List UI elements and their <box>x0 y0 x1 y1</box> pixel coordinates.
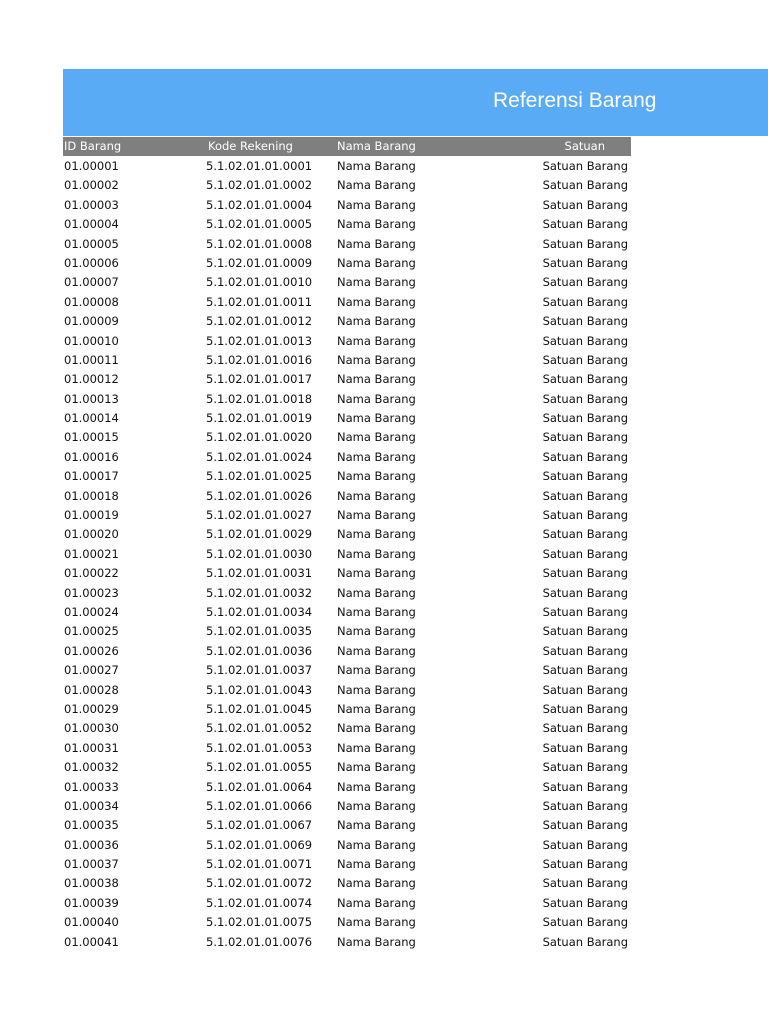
column-header-nama: Nama Barang <box>337 139 416 153</box>
cell-id: 01.00010 <box>64 333 119 348</box>
cell-kode: 5.1.02.01.01.0036 <box>206 643 313 658</box>
cell-kode: 5.1.02.01.01.0043 <box>206 682 313 697</box>
cell-id: 01.00011 <box>64 352 119 367</box>
table-row <box>63 196 631 215</box>
cell-nama: Nama Barang <box>337 818 416 833</box>
cell-kode: 5.1.02.01.01.0029 <box>206 527 313 542</box>
cell-nama: Nama Barang <box>337 740 416 755</box>
column-header-satuan: Satuan <box>564 139 605 153</box>
cell-kode: 5.1.02.01.01.0035 <box>206 624 313 639</box>
cell-id: 01.00022 <box>64 566 119 581</box>
cell-id: 01.00015 <box>64 430 119 445</box>
cell-id: 01.00025 <box>64 624 119 639</box>
cell-id: 01.00035 <box>64 818 119 833</box>
cell-id: 01.00024 <box>64 604 119 619</box>
cell-nama: Nama Barang <box>337 275 416 290</box>
cell-id: 01.00027 <box>64 663 119 678</box>
table-row <box>63 700 631 719</box>
cell-satuan: Satuan Barang <box>542 333 628 348</box>
cell-satuan: Satuan Barang <box>542 449 628 464</box>
cell-nama: Nama Barang <box>337 159 416 173</box>
cell-satuan: Satuan Barang <box>542 546 628 561</box>
cell-satuan: Satuan Barang <box>542 159 628 173</box>
cell-kode: 5.1.02.01.01.0052 <box>206 721 313 736</box>
table-row <box>63 176 631 195</box>
cell-nama: Nama Barang <box>337 217 416 232</box>
cell-nama: Nama Barang <box>337 682 416 697</box>
cell-satuan: Satuan Barang <box>542 566 628 581</box>
cell-id: 01.00006 <box>64 255 119 270</box>
cell-kode: 5.1.02.01.01.0074 <box>206 895 313 910</box>
cell-nama: Nama Barang <box>337 469 416 484</box>
cell-kode: 5.1.02.01.01.0002 <box>206 178 313 193</box>
cell-nama: Nama Barang <box>337 178 416 193</box>
cell-nama: Nama Barang <box>337 527 416 542</box>
cell-id: 01.00016 <box>64 449 119 464</box>
cell-kode: 5.1.02.01.01.0011 <box>206 294 313 309</box>
cell-kode: 5.1.02.01.01.0067 <box>206 818 313 833</box>
cell-id: 01.00013 <box>64 391 119 406</box>
table-row <box>63 273 631 292</box>
cell-nama: Nama Barang <box>337 449 416 464</box>
cell-id: 01.00023 <box>64 585 119 600</box>
table-row <box>63 894 631 913</box>
table-row <box>63 351 631 370</box>
cell-kode: 5.1.02.01.01.0018 <box>206 391 313 406</box>
cell-satuan: Satuan Barang <box>542 294 628 309</box>
cell-id: 01.00017 <box>64 469 119 484</box>
cell-id: 01.00036 <box>64 837 119 852</box>
cell-id: 01.00018 <box>64 488 119 503</box>
column-header-id: ID Barang <box>64 139 122 153</box>
cell-kode: 5.1.02.01.01.0010 <box>206 275 313 290</box>
cell-id: 01.00033 <box>64 779 119 794</box>
cell-satuan: Satuan Barang <box>542 682 628 697</box>
cell-kode: 5.1.02.01.01.0020 <box>206 430 313 445</box>
table-row <box>63 564 631 583</box>
cell-kode: 5.1.02.01.01.0019 <box>206 411 313 426</box>
cell-satuan: Satuan Barang <box>542 701 628 716</box>
cell-nama: Nama Barang <box>337 352 416 367</box>
cell-nama: Nama Barang <box>337 663 416 678</box>
cell-kode: 5.1.02.01.01.0001 <box>206 159 313 173</box>
cell-kode: 5.1.02.01.01.0031 <box>206 566 313 581</box>
cell-kode: 5.1.02.01.01.0024 <box>206 449 313 464</box>
cell-kode: 5.1.02.01.01.0012 <box>206 314 313 329</box>
table-row <box>63 506 631 525</box>
cell-kode: 5.1.02.01.01.0013 <box>206 333 313 348</box>
cell-satuan: Satuan Barang <box>542 818 628 833</box>
cell-nama: Nama Barang <box>337 760 416 775</box>
cell-id: 01.00004 <box>64 217 119 232</box>
cell-satuan: Satuan Barang <box>542 721 628 736</box>
table-row <box>63 332 631 351</box>
cell-kode: 5.1.02.01.01.0076 <box>206 934 313 949</box>
cell-satuan: Satuan Barang <box>542 352 628 367</box>
cell-satuan: Satuan Barang <box>542 760 628 775</box>
cell-satuan: Satuan Barang <box>542 604 628 619</box>
cell-satuan: Satuan Barang <box>542 779 628 794</box>
table-row <box>63 913 631 932</box>
cell-satuan: Satuan Barang <box>542 469 628 484</box>
cell-id: 01.00001 <box>64 159 119 173</box>
table-row <box>63 487 631 506</box>
cell-kode: 5.1.02.01.01.0053 <box>206 740 313 755</box>
cell-nama: Nama Barang <box>337 546 416 561</box>
cell-kode: 5.1.02.01.01.0064 <box>206 779 313 794</box>
table-row <box>63 739 631 758</box>
cell-nama: Nama Barang <box>337 798 416 813</box>
cell-kode: 5.1.02.01.01.0027 <box>206 508 313 523</box>
cell-id: 01.00003 <box>64 197 119 212</box>
cell-kode: 5.1.02.01.01.0055 <box>206 760 313 775</box>
cell-kode: 5.1.02.01.01.0034 <box>206 604 313 619</box>
cell-satuan: Satuan Barang <box>542 837 628 852</box>
cell-kode: 5.1.02.01.01.0071 <box>206 857 313 872</box>
cell-satuan: Satuan Barang <box>542 508 628 523</box>
cell-nama: Nama Barang <box>337 837 416 852</box>
cell-nama: Nama Barang <box>337 411 416 426</box>
cell-id: 01.00021 <box>64 546 119 561</box>
cell-satuan: Satuan Barang <box>542 236 628 251</box>
table-row <box>63 933 631 952</box>
cell-kode: 5.1.02.01.01.0032 <box>206 585 313 600</box>
cell-satuan: Satuan Barang <box>542 255 628 270</box>
cell-nama: Nama Barang <box>337 915 416 930</box>
cell-kode: 5.1.02.01.01.0072 <box>206 876 313 891</box>
cell-nama: Nama Barang <box>337 508 416 523</box>
table-body <box>63 157 631 952</box>
table-row <box>63 254 631 273</box>
cell-id: 01.00037 <box>64 857 119 872</box>
cell-id: 01.00019 <box>64 508 119 523</box>
cell-nama: Nama Barang <box>337 721 416 736</box>
cell-kode: 5.1.02.01.01.0045 <box>206 701 313 716</box>
cell-id: 01.00039 <box>64 895 119 910</box>
table-row <box>63 855 631 874</box>
table-row <box>63 390 631 409</box>
cell-satuan: Satuan Barang <box>542 915 628 930</box>
cell-nama: Nama Barang <box>337 391 416 406</box>
cell-kode: 5.1.02.01.01.0009 <box>206 255 313 270</box>
cell-nama: Nama Barang <box>337 857 416 872</box>
cell-satuan: Satuan Barang <box>542 314 628 329</box>
cell-id: 01.00028 <box>64 682 119 697</box>
cell-id: 01.00002 <box>64 178 119 193</box>
cell-satuan: Satuan Barang <box>542 857 628 872</box>
cell-kode: 5.1.02.01.01.0066 <box>206 798 313 813</box>
title-clip <box>63 69 657 136</box>
cell-satuan: Satuan Barang <box>542 663 628 678</box>
cell-nama: Nama Barang <box>337 236 416 251</box>
cell-satuan: Satuan Barang <box>542 798 628 813</box>
cell-nama: Nama Barang <box>337 876 416 891</box>
cell-nama: Nama Barang <box>337 585 416 600</box>
cell-nama: Nama Barang <box>337 314 416 329</box>
table-row <box>63 428 631 447</box>
cell-kode: 5.1.02.01.01.0026 <box>206 488 313 503</box>
cell-nama: Nama Barang <box>337 643 416 658</box>
cell-satuan: Satuan Barang <box>542 624 628 639</box>
cell-nama: Nama Barang <box>337 294 416 309</box>
table-row <box>63 622 631 641</box>
cell-nama: Nama Barang <box>337 779 416 794</box>
cell-id: 01.00005 <box>64 236 119 251</box>
column-header-kode: Kode Rekening <box>208 139 293 153</box>
cell-id: 01.00030 <box>64 721 119 736</box>
table-row <box>63 293 631 312</box>
cell-satuan: Satuan Barang <box>542 934 628 949</box>
table-row <box>63 215 631 234</box>
table-header <box>63 137 631 156</box>
cell-satuan: Satuan Barang <box>542 895 628 910</box>
table-row <box>63 312 631 331</box>
cell-satuan: Satuan Barang <box>542 876 628 891</box>
cell-kode: 5.1.02.01.01.0008 <box>206 236 313 251</box>
table-row <box>63 235 631 254</box>
cell-id: 01.00034 <box>64 798 119 813</box>
title-banner <box>63 69 768 136</box>
cell-nama: Nama Barang <box>337 372 416 387</box>
table-row <box>63 758 631 777</box>
cell-id: 01.00029 <box>64 701 119 716</box>
page-title: Referensi Barang <box>493 89 657 112</box>
cell-kode: 5.1.02.01.01.0004 <box>206 197 313 212</box>
cell-kode: 5.1.02.01.01.0030 <box>206 546 313 561</box>
cell-kode: 5.1.02.01.01.0016 <box>206 352 313 367</box>
cell-id: 01.00008 <box>64 294 119 309</box>
cell-id: 01.00038 <box>64 876 119 891</box>
cell-nama: Nama Barang <box>337 934 416 949</box>
cell-kode: 5.1.02.01.01.0075 <box>206 915 313 930</box>
cell-nama: Nama Barang <box>337 604 416 619</box>
table-row <box>63 545 631 564</box>
cell-satuan: Satuan Barang <box>542 197 628 212</box>
table-row <box>63 584 631 603</box>
cell-satuan: Satuan Barang <box>542 643 628 658</box>
cell-satuan: Satuan Barang <box>542 217 628 232</box>
cell-id: 01.00020 <box>64 527 119 542</box>
cell-kode: 5.1.02.01.01.0037 <box>206 663 313 678</box>
cell-satuan: Satuan Barang <box>542 391 628 406</box>
cell-id: 01.00012 <box>64 372 119 387</box>
cell-id: 01.00014 <box>64 411 119 426</box>
cell-kode: 5.1.02.01.01.0069 <box>206 837 313 852</box>
cell-satuan: Satuan Barang <box>542 527 628 542</box>
cell-kode: 5.1.02.01.01.0005 <box>206 217 313 232</box>
cell-satuan: Satuan Barang <box>542 430 628 445</box>
cell-id: 01.00040 <box>64 915 119 930</box>
cell-satuan: Satuan Barang <box>542 740 628 755</box>
cell-id: 01.00007 <box>64 275 119 290</box>
table-row <box>63 642 631 661</box>
table-row <box>63 836 631 855</box>
cell-id: 01.00009 <box>64 314 119 329</box>
cell-id: 01.00041 <box>64 934 119 949</box>
cell-id: 01.00032 <box>64 760 119 775</box>
cell-nama: Nama Barang <box>337 333 416 348</box>
cell-nama: Nama Barang <box>337 488 416 503</box>
table-row <box>63 370 631 389</box>
cell-id: 01.00031 <box>64 740 119 755</box>
cell-satuan: Satuan Barang <box>542 488 628 503</box>
cell-nama: Nama Barang <box>337 895 416 910</box>
cell-id: 01.00026 <box>64 643 119 658</box>
cell-kode: 5.1.02.01.01.0017 <box>206 372 313 387</box>
table-row <box>63 681 631 700</box>
cell-satuan: Satuan Barang <box>542 411 628 426</box>
cell-satuan: Satuan Barang <box>542 275 628 290</box>
table-row <box>63 157 631 176</box>
cell-nama: Nama Barang <box>337 430 416 445</box>
cell-nama: Nama Barang <box>337 701 416 716</box>
table-row <box>63 778 631 797</box>
cell-nama: Nama Barang <box>337 566 416 581</box>
table-row <box>63 797 631 816</box>
cell-nama: Nama Barang <box>337 255 416 270</box>
cell-kode: 5.1.02.01.01.0025 <box>206 469 313 484</box>
table-row <box>63 661 631 680</box>
table-row <box>63 409 631 428</box>
table-row <box>63 603 631 622</box>
table-row <box>63 467 631 486</box>
cell-satuan: Satuan Barang <box>542 178 628 193</box>
table-row <box>63 525 631 544</box>
table-row <box>63 448 631 467</box>
table-row <box>63 816 631 835</box>
table-row <box>63 719 631 738</box>
cell-satuan: Satuan Barang <box>542 585 628 600</box>
table-row <box>63 874 631 893</box>
cell-nama: Nama Barang <box>337 624 416 639</box>
cell-satuan: Satuan Barang <box>542 372 628 387</box>
cell-nama: Nama Barang <box>337 197 416 212</box>
